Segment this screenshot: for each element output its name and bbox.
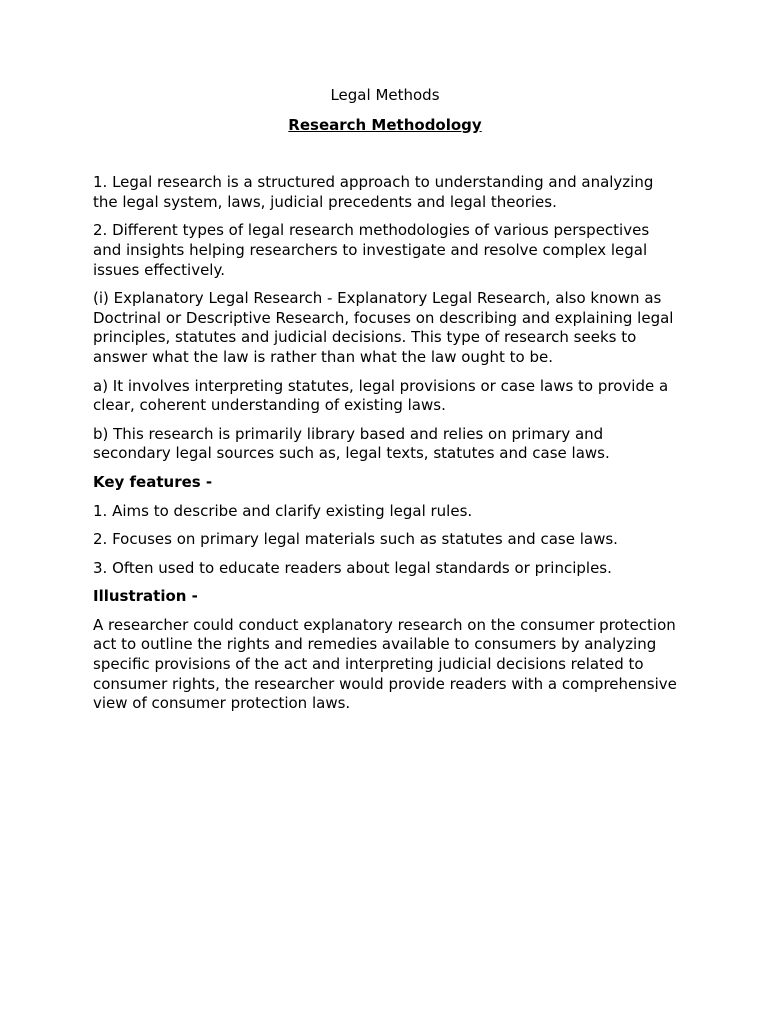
paragraph-point-b: b) This research is primarily library based and relies on primary and secondary legal sources such as, legal texts, statutes and case laws. <box>93 424 610 463</box>
paragraph-point-a: a) It involves interpreting statutes, legal provisions or case laws to provide a clear, coherent understanding of existing laws. <box>93 376 669 415</box>
paragraph-explanatory-research: (i) Explanatory Legal Research - Explanatory Legal Research, also known as Doctrinal or Descriptive Research, focuses on describing and explaining legal principles, statutes and judicial decisions. This type of research seeks to answer what the law is rather than what the law ought to be. <box>93 289 674 366</box>
key-feature-item: 2. Focuses on primary legal materials such as statutes and case laws. <box>93 530 618 549</box>
illustration-heading: Illustration - <box>93 587 198 606</box>
document-body <box>93 86 677 723</box>
paragraph-legal-research-definition: 1. Legal research is a structured approach to understanding and analyzing the legal system, laws, judicial precedents and legal theories. <box>93 173 654 211</box>
document-heading: Research Methodology <box>288 115 482 134</box>
key-feature-item: 1. Aims to describe and clarify existing legal rules. <box>93 501 473 520</box>
key-feature-item: 3. Often used to educate readers about legal standards or principles. <box>93 558 612 577</box>
illustration-text: A researcher could conduct explanatory research on the consumer protection act to outline the rights and remedies available to consumers by analyzing specific provisions of the act and interpreting judicial decisions related to consumer rights, the researcher would provide readers with a comprehensive view of consumer protection laws. <box>93 615 677 713</box>
paragraph-research-methodologies: 2. Different types of legal research methodologies of various perspectives and insights helping researchers to investigate and resolve complex legal issues effectively. <box>93 221 650 279</box>
document-title: Legal Methods <box>330 86 440 104</box>
key-features-heading: Key features - <box>93 472 213 491</box>
